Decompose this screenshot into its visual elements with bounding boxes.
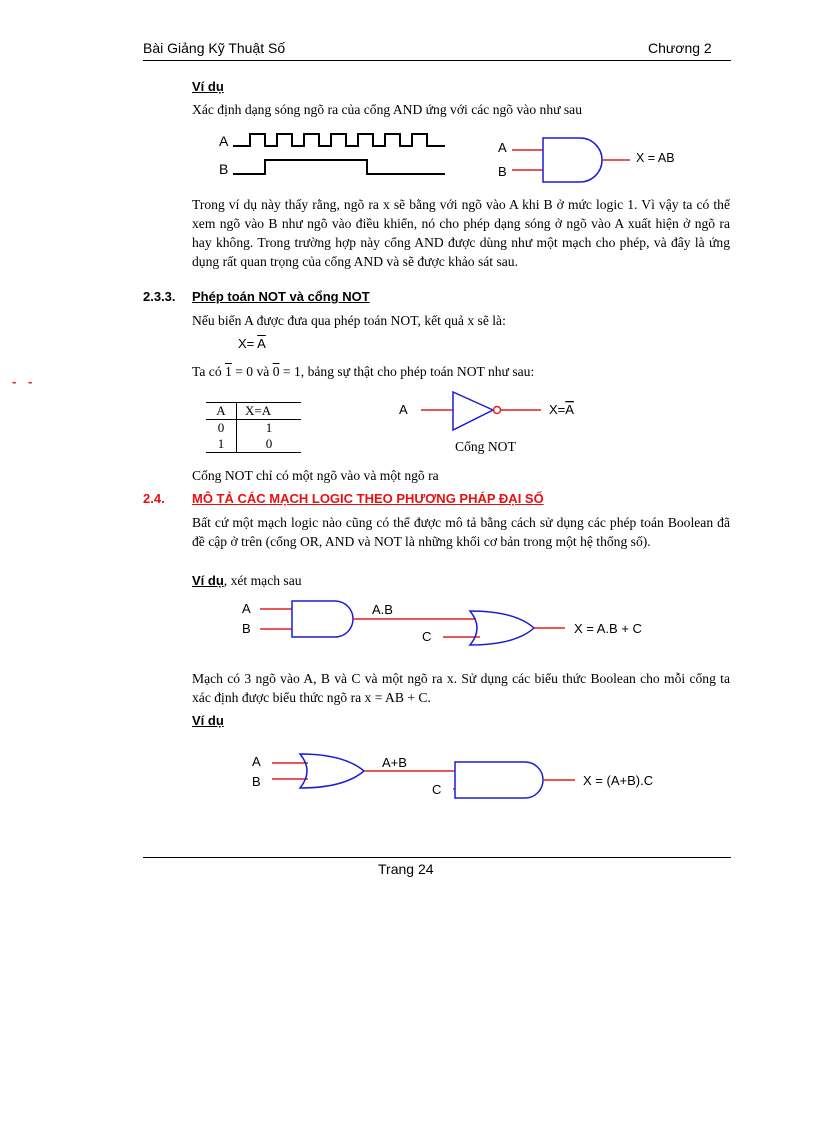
header-chapter: Chương 2	[648, 40, 712, 56]
table-header-a: A	[206, 403, 237, 420]
wave-a-label: A	[219, 133, 229, 149]
wave-a	[233, 134, 445, 146]
and-gate-symbol	[292, 601, 353, 637]
circuit-output: X = (A+B).C	[583, 773, 654, 788]
header-title: Bài Giảng Kỹ Thuật Số	[143, 40, 286, 56]
gate-input-a: A	[498, 140, 507, 155]
and-or-circuit	[230, 595, 680, 655]
table-cell: 0	[206, 420, 237, 437]
section-24-title: MÔ TẢ CÁC MẠCH LOGIC THEO PHƯƠNG PHÁP ĐẠI SỐ	[192, 491, 544, 506]
circuit-input-c: C	[422, 629, 432, 644]
not-gate-input: A	[399, 402, 408, 417]
truth-intro: Ta có 1 = 0 và 0 = 1, bảng sự thật cho phép toán NOT như sau:	[192, 364, 535, 379]
section-24-number: 2.4.	[143, 491, 165, 506]
section-233-number: 2.3.3.	[143, 289, 176, 304]
circuit-output: X = A.B + C	[574, 621, 642, 636]
and-gate-diagram	[490, 132, 700, 187]
header-rule	[143, 60, 731, 61]
example1-intro: Xác định dạng sóng ngõ ra của cổng AND ứng với các ngõ vào như sau	[192, 102, 582, 117]
circuit-input-b: B	[242, 621, 251, 636]
waveform-diagram	[215, 130, 455, 182]
circuit-input-c: C	[432, 782, 442, 797]
not-gate-caption: Cổng NOT	[455, 439, 516, 454]
example2-explanation: Mạch có 3 ngõ vào A, B và C và một ngõ ra x. Sử dụng các biểu thức Boolean cho mỗi cổng ta xác định được biểu thức ngõ ra x = AB + C.	[192, 671, 730, 705]
circuit-input-a: A	[242, 601, 251, 616]
not-gate-symbol	[453, 392, 493, 430]
not-gate-output: X=A	[549, 402, 574, 417]
example1-explanation: Trong ví dụ này thấy rằng, ngõ ra x sẽ bằng với ngõ vào A khi B ở mức logic 1. Vì vậy ta có thể xem ngõ vào B như ngõ vào điều khiển, nó cho phép dạng sóng ở ngõ vào A xuất hiện ở ngõ ra hay không. Trong trường hợp này cổng AND được dùng như một mạch cho phép, và đây là ứng dụng rất quan trọng của cổng AND và sẽ được khảo sát sau.	[192, 197, 730, 269]
example2-label: Ví dụ, xét mạch sau	[192, 573, 302, 588]
not-gate-note: Cổng NOT chỉ có một ngõ vào và một ngõ ra	[192, 468, 439, 483]
circuit-mid-label: A.B	[372, 602, 393, 617]
section-233-intro: Nếu biến A được đưa qua phép toán NOT, kết quả x sẽ là:	[192, 313, 506, 328]
margin-mark: - -	[12, 374, 37, 389]
wave-b	[233, 160, 445, 174]
or-gate-symbol	[470, 611, 534, 645]
table-cell: 1	[206, 436, 237, 453]
gate-input-b: B	[498, 164, 507, 179]
page-number: Trang 24	[378, 861, 434, 877]
not-gate-diagram	[395, 390, 595, 440]
or-and-circuit	[240, 750, 690, 810]
example1-label: Ví dụ	[192, 79, 224, 94]
and-gate-symbol	[543, 138, 602, 182]
table-header-x: $X=\overline{A}$	[245, 403, 272, 418]
table-cell: 1	[265, 420, 273, 435]
section-24-intro: Bất cứ một mạch logic nào cũng có thể được mô tả bằng cách sử dụng các phép toán Boolean đã đề cập ở trên (cổng OR, AND và NOT là những khối cơ bản trong một hệ thống số).	[192, 515, 730, 549]
inversion-bubble	[494, 407, 501, 414]
circuit-input-a: A	[252, 754, 261, 769]
example3-label: Ví dụ	[192, 713, 224, 728]
or-gate-symbol	[300, 754, 364, 788]
circuit-mid-label: A+B	[382, 755, 407, 770]
not-truth-table	[206, 402, 301, 453]
wave-b-label: B	[219, 161, 229, 177]
table-cell: 0	[265, 436, 273, 451]
not-formula: $X= \overline{A}$	[238, 336, 266, 351]
and-gate-symbol	[455, 762, 543, 798]
gate-output: X = AB	[636, 151, 675, 165]
footer-rule	[143, 857, 731, 858]
circuit-input-b: B	[252, 774, 261, 789]
section-233-title: Phép toán NOT và cổng NOT	[192, 289, 370, 304]
